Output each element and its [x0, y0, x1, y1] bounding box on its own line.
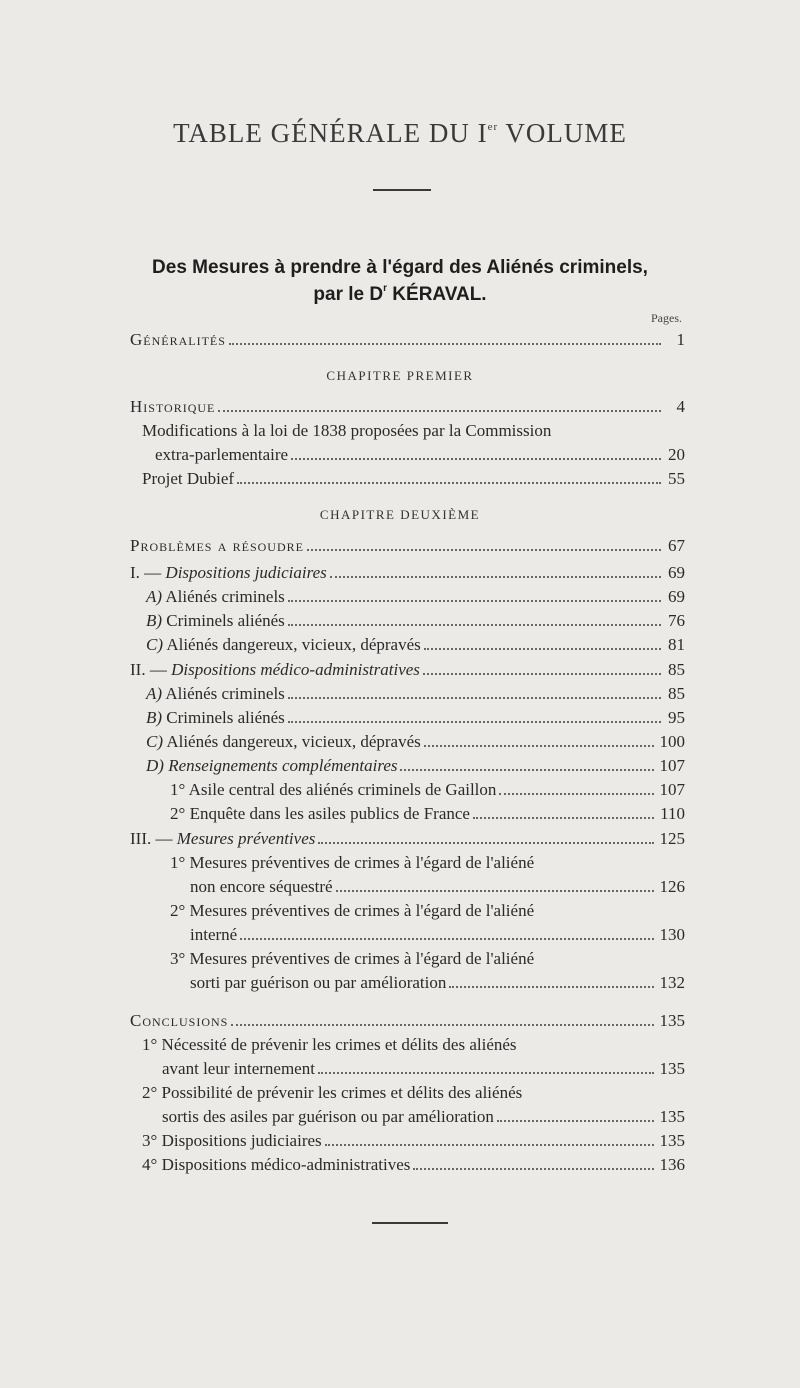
entry-page: 95 — [668, 708, 685, 727]
toc-entry-conclusion-3 — [142, 1131, 685, 1151]
entry-number: D) — [146, 756, 164, 775]
entry-label: Criminels aliénés — [166, 611, 285, 630]
entry-label: sortis des asiles par guérison ou par amélioration — [162, 1107, 494, 1126]
entry-page: 130 — [659, 925, 685, 944]
entry-page: 135 — [659, 1011, 685, 1030]
toc-entry-iii-3 — [190, 973, 685, 993]
toc-entry-ii-b — [146, 708, 685, 728]
entry-label: Renseignements complémentaires — [168, 756, 398, 775]
entry-label: extra-parlementaire — [155, 445, 289, 464]
entry-number: 2° — [170, 804, 186, 823]
entry-number: B) — [146, 611, 163, 630]
title-rule — [373, 189, 431, 191]
entry-page: 110 — [660, 804, 685, 823]
entry-number: 1° — [170, 780, 186, 799]
leader-dots — [330, 575, 661, 578]
entry-label: Asile central des aliénés criminels de Gaillon — [188, 780, 497, 799]
toc-entry-iii-1-line-1: 1° Mesures préventives de crimes à l'égard de l'aliéné — [170, 853, 535, 872]
entry-label-group — [170, 804, 470, 824]
leader-dots — [318, 1071, 654, 1074]
title-text: TABLE GÉNÉRALE DU I — [173, 118, 488, 148]
entry-page: 126 — [659, 877, 685, 896]
entry-label-group — [146, 635, 421, 655]
entry-label: Enquête dans les asiles publics de France — [189, 804, 470, 823]
toc-entry-ii-d-1 — [170, 780, 685, 800]
entry-page: 4 — [676, 397, 685, 416]
subtitle-line-2 — [0, 283, 800, 306]
entry-label: sorti par guérison ou par amélioration — [190, 973, 447, 992]
entry-label-group — [142, 1131, 322, 1151]
toc-entry-i-a — [146, 587, 685, 607]
entry-page: 85 — [668, 660, 685, 679]
toc-entry-iii-1 — [190, 877, 685, 897]
entry-number: A) — [146, 587, 163, 606]
entry-label: Aliénés criminels — [165, 587, 285, 606]
toc-entry-i-dispositions-judiciaires — [130, 563, 685, 583]
page-title — [0, 118, 800, 149]
entry-label-group — [130, 563, 327, 583]
entry-number: B) — [146, 708, 163, 727]
subtitle-author: KÉRAVAL. — [387, 284, 487, 305]
subtitle-superscript: r — [383, 283, 388, 294]
entry-label: Dispositions judiciaires — [165, 563, 327, 582]
entry-page: 132 — [659, 973, 685, 992]
toc-entry-conclusion-1-line-1: 1° Nécessité de prévenir les crimes et délits des aliénés — [142, 1035, 517, 1054]
toc-entry-ii-d-2 — [170, 804, 685, 824]
leader-dots — [288, 623, 661, 626]
entry-page: 55 — [668, 469, 685, 488]
closing-rule — [372, 1222, 448, 1224]
entry-number: C) — [146, 635, 163, 654]
leader-dots — [473, 816, 654, 819]
leader-dots — [231, 1023, 653, 1026]
leader-dots — [218, 409, 661, 412]
entry-page: 125 — [659, 829, 685, 848]
entry-label: Historique — [130, 397, 216, 416]
leader-dots — [288, 696, 661, 699]
entry-label: Criminels aliénés — [166, 708, 285, 727]
subtitle-author-prefix: par le D — [313, 284, 384, 305]
entry-label-group — [146, 708, 285, 728]
leader-dots — [288, 599, 661, 602]
toc-entry-ii-c — [146, 732, 685, 752]
entry-number: I. — — [130, 563, 162, 582]
leader-dots — [497, 1119, 654, 1122]
entry-number: 3° — [142, 1131, 158, 1150]
entry-page: 100 — [659, 732, 685, 751]
entry-label: Mesures préventives — [176, 829, 316, 848]
entry-label-group — [146, 732, 421, 752]
pages-column-label: Pages. — [651, 311, 682, 325]
toc-entry-conclusion-2 — [162, 1107, 685, 1127]
leader-dots — [413, 1167, 653, 1170]
entry-page: 135 — [659, 1107, 685, 1126]
leader-dots — [336, 889, 654, 892]
entry-label: Conclusions — [130, 1011, 229, 1030]
toc-entry-conclusion-2-line-1: 2° Possibilité de prévenir les crimes et délits des aliénés — [142, 1083, 523, 1102]
entry-label: Dispositions médico-administratives — [171, 660, 420, 679]
entry-page: 81 — [668, 635, 685, 654]
toc-entry-problemes — [130, 536, 685, 556]
entry-page: 67 — [668, 536, 685, 555]
title-tail: VOLUME — [498, 118, 627, 148]
entry-label-group — [142, 1155, 410, 1175]
subtitle-line-1: Des Mesures à prendre à l'égard des Aliénés criminels, — [152, 257, 648, 278]
leader-dots — [499, 792, 653, 795]
toc-entry-historique — [130, 397, 685, 417]
entry-page: 69 — [668, 563, 685, 582]
entry-page: 76 — [668, 611, 685, 630]
entry-label: interné — [190, 925, 238, 944]
leader-dots — [400, 768, 653, 771]
entry-label: Aliénés dangereux, vicieux, dépravés — [166, 635, 421, 654]
entry-label: Aliénés criminels — [165, 684, 285, 703]
entry-label: Dispositions médico-administratives — [161, 1155, 411, 1174]
toc-entry-ii-dispositions-medico-administratives — [130, 660, 685, 680]
leader-dots — [318, 841, 653, 844]
leader-dots — [449, 985, 653, 988]
entry-number: 4° — [142, 1155, 158, 1174]
title-superscript: er — [487, 121, 499, 133]
leader-dots — [288, 720, 661, 723]
toc-entry-modifications — [155, 445, 685, 465]
entry-label: avant leur internement — [162, 1059, 315, 1078]
entry-number: II. — — [130, 660, 167, 679]
entry-number: C) — [146, 732, 163, 751]
entry-label-group — [130, 660, 420, 680]
entry-label-group — [146, 684, 285, 704]
entry-number: A) — [146, 684, 163, 703]
entry-page: 1 — [676, 330, 685, 349]
entry-page: 136 — [659, 1155, 685, 1174]
toc-entry-ii-d — [146, 756, 685, 776]
entry-label: Généralités — [130, 330, 226, 349]
entry-label-group — [170, 780, 496, 800]
entry-page: 135 — [659, 1131, 685, 1150]
entry-label: non encore séquestré — [190, 877, 333, 896]
toc-entry-ii-a — [146, 684, 685, 704]
entry-number: III. — — [130, 829, 173, 848]
toc-entry-conclusion-4 — [142, 1155, 685, 1175]
toc-entry-iii-2 — [190, 925, 685, 945]
leader-dots — [423, 672, 661, 675]
toc-entry-modifications-line-1: Modifications à la loi de 1838 proposées par la Commission — [142, 421, 552, 440]
leader-dots — [291, 457, 661, 460]
entry-label-group — [146, 587, 285, 607]
leader-dots — [229, 342, 661, 345]
entry-label-group — [130, 829, 315, 849]
leader-dots — [325, 1143, 654, 1146]
entry-page: 107 — [659, 780, 685, 799]
entry-label: Dispositions judiciaires — [161, 1131, 322, 1150]
leader-dots — [424, 647, 661, 650]
toc-entry-generalites — [130, 330, 685, 350]
leader-dots — [307, 548, 661, 551]
entry-page: 20 — [668, 445, 685, 464]
leader-dots — [240, 937, 653, 940]
toc-entry-iii-3-line-1: 3° Mesures préventives de crimes à l'égard de l'aliéné — [170, 949, 535, 968]
leader-dots — [424, 744, 654, 747]
leader-dots — [237, 481, 661, 484]
toc-entry-projet-dubief — [142, 469, 685, 489]
entry-label: Problèmes a résoudre — [130, 536, 304, 555]
entry-label: Projet Dubief — [142, 469, 235, 488]
entry-label-group — [146, 756, 397, 776]
entry-page: 85 — [668, 684, 685, 703]
entry-label-group — [146, 611, 285, 631]
entry-page: 135 — [659, 1059, 685, 1078]
entry-page: 107 — [659, 756, 685, 775]
toc-entry-iii-mesures-preventives — [130, 829, 685, 849]
entry-label: Aliénés dangereux, vicieux, dépravés — [166, 732, 421, 751]
toc-entry-i-c — [146, 635, 685, 655]
toc-entry-conclusion-1 — [162, 1059, 685, 1079]
entry-page: 69 — [668, 587, 685, 606]
toc-entry-conclusions — [130, 1011, 685, 1031]
toc-entry-iii-2-line-1: 2° Mesures préventives de crimes à l'égard de l'aliéné — [170, 901, 535, 920]
chapter-heading-1: CHAPITRE PREMIER — [326, 368, 474, 383]
chapter-heading-2: CHAPITRE DEUXIÈME — [319, 507, 481, 522]
toc-entry-i-b — [146, 611, 685, 631]
